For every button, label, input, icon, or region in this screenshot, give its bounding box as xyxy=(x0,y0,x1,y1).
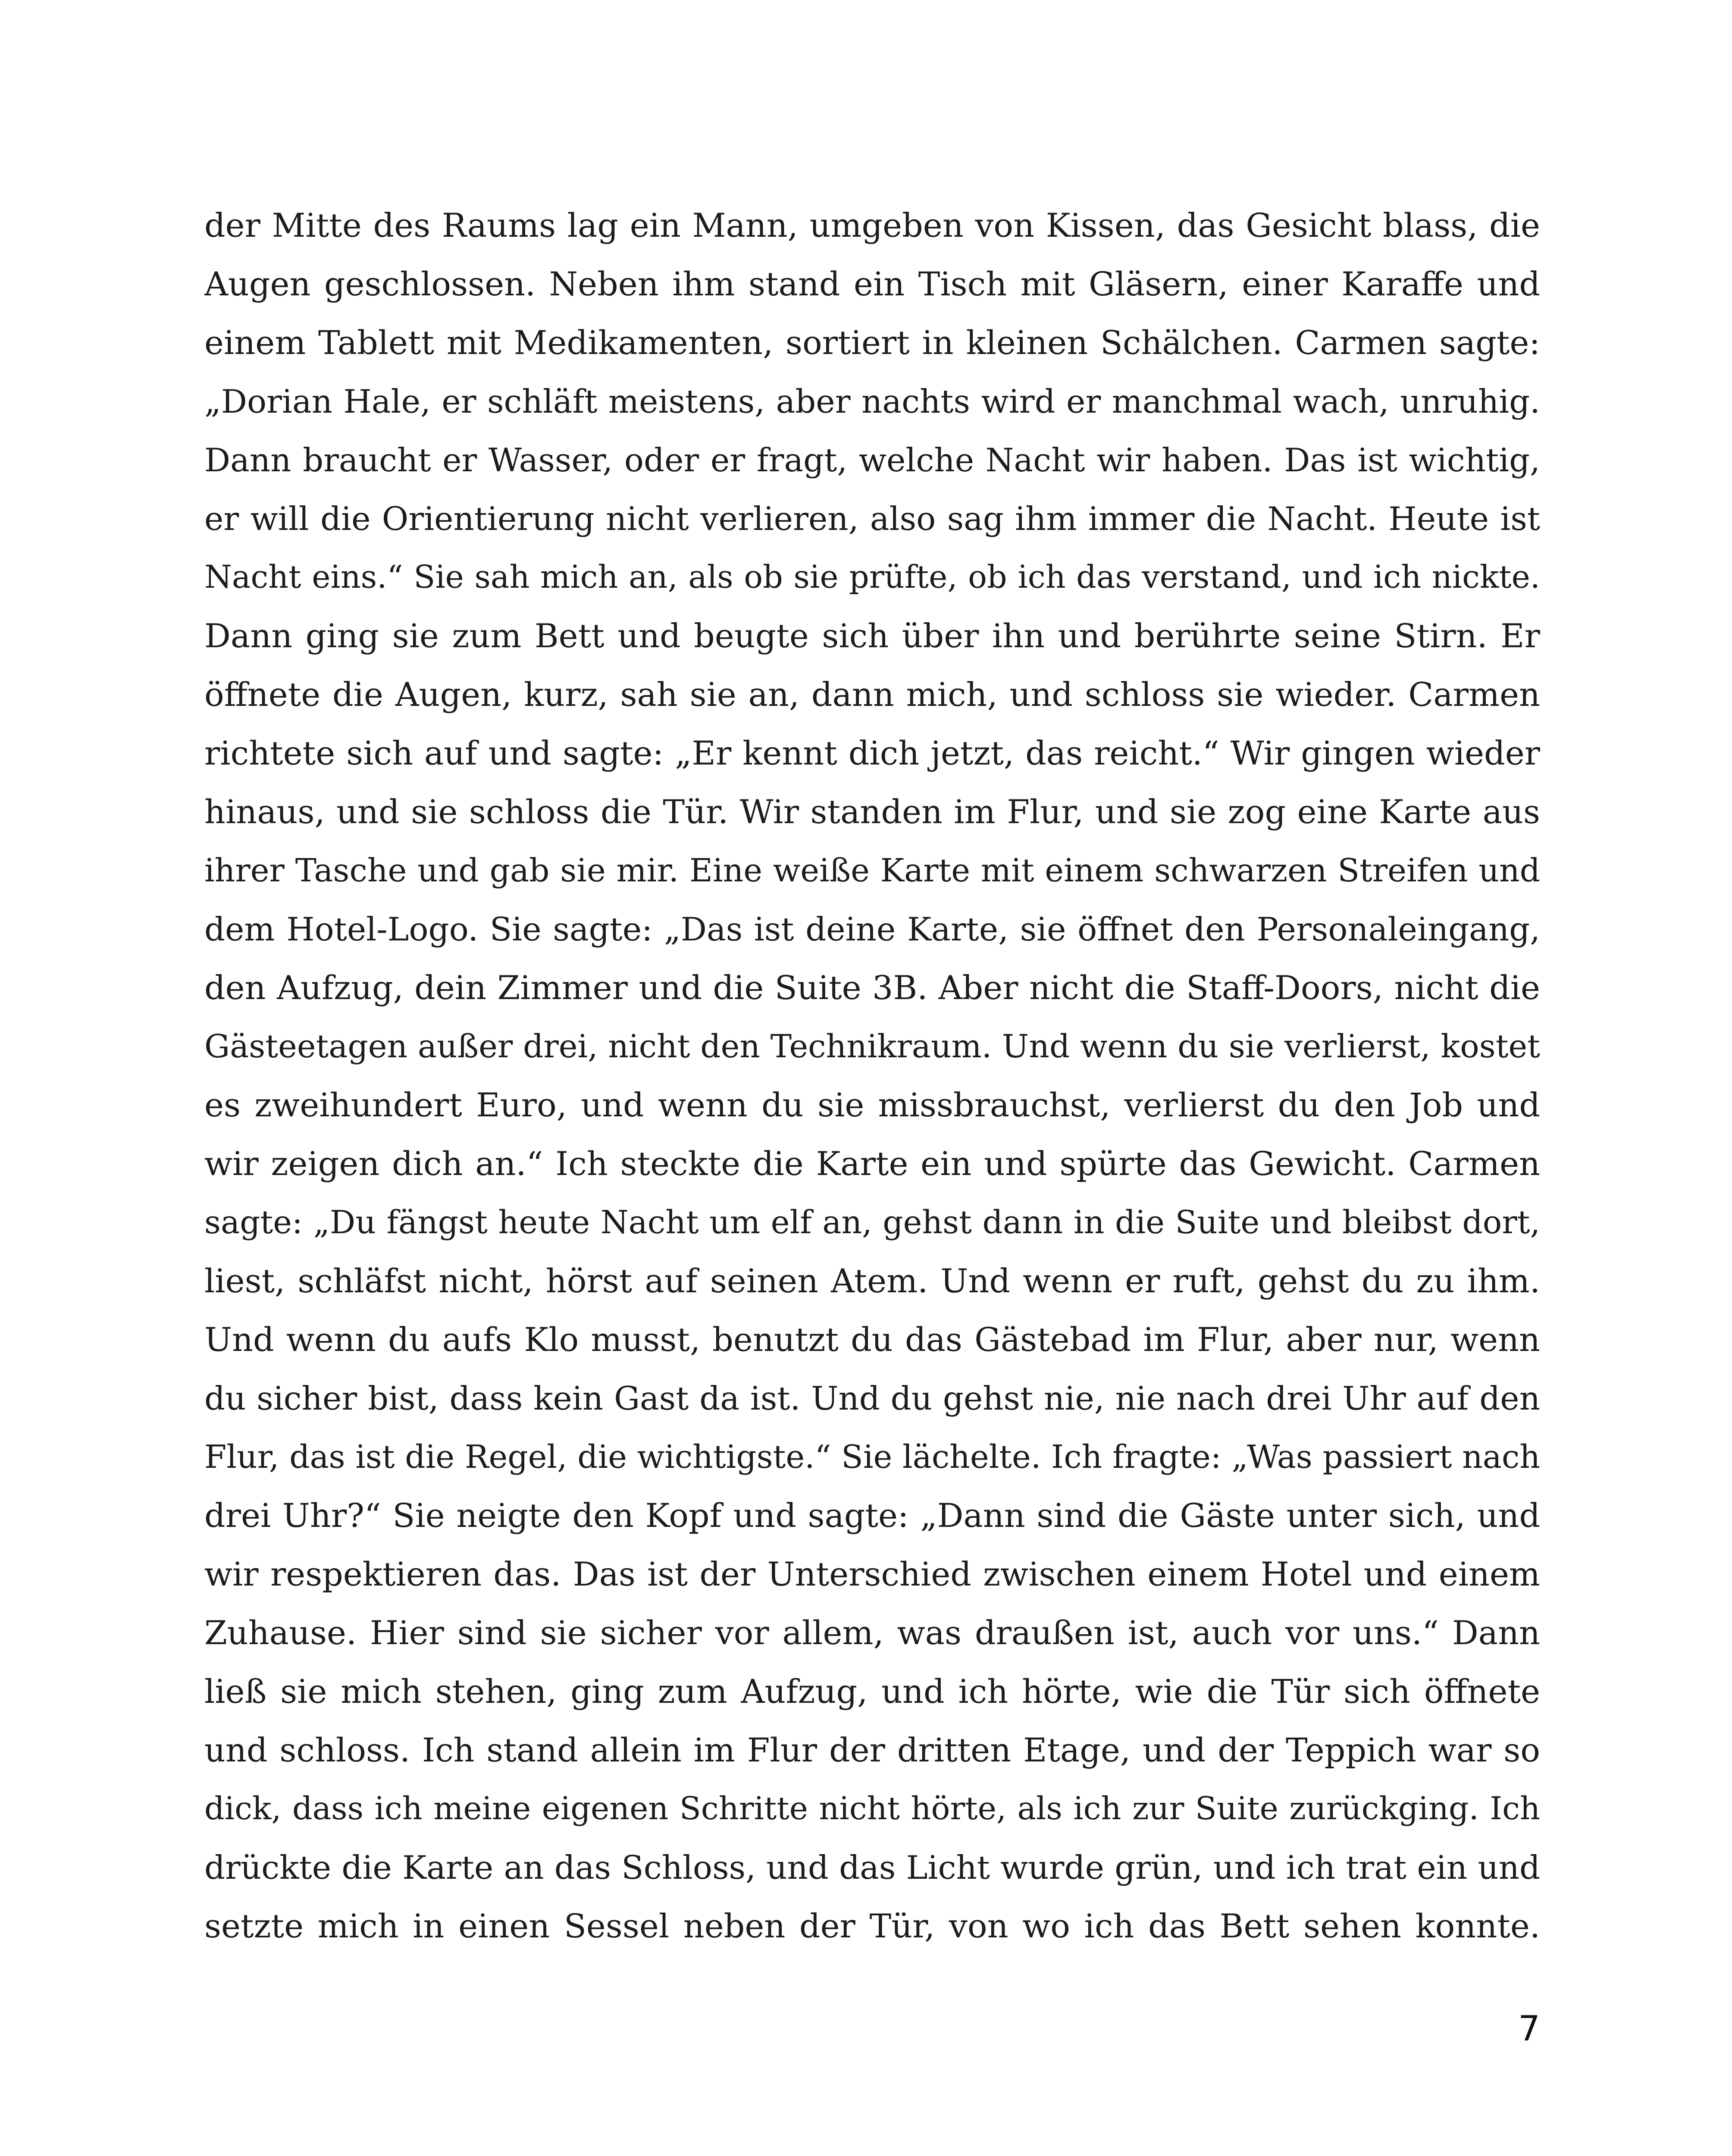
text-line: „Dorian Hale, er schläft meistens, aber nachts wird er manchmal wach, unruhig. xyxy=(204,382,1540,420)
text-line: Dann ging sie zum Bett und beugte sich über ihn und berührte seine Stirn. Er xyxy=(204,617,1540,655)
text-line: liest, schläfst nicht, hörst auf seinen Atem. Und wenn er ruft, gehst du zu ihm. xyxy=(204,1262,1540,1300)
text-line: Zuhause. Hier sind sie sicher vor allem, was draußen ist, auch vor uns.“ Dann xyxy=(204,1614,1540,1652)
text-line: setzte mich in einen Sessel neben der Tür, von wo ich das Bett sehen konnte. xyxy=(204,1907,1540,1945)
text-line: drei Uhr?“ Sie neigte den Kopf und sagte: „Dann sind die Gäste unter sich, und xyxy=(204,1496,1540,1535)
text-line: Nacht eins.“ Sie sah mich an, als ob sie prüfte, ob ich das verstand, und ich nickte. xyxy=(204,559,1540,595)
text-line: Und wenn du aufs Klo musst, benutzt du das Gästebad im Flur, aber nur, wenn xyxy=(204,1320,1540,1359)
text-line: es zweihundert Euro, und wenn du sie missbrauchst, verlierst du den Job und xyxy=(204,1086,1540,1124)
text-line: Gästeetagen außer drei, nicht den Technikraum. Und wenn du sie verlierst, kostet xyxy=(204,1028,1540,1065)
text-line: wir respektieren das. Das ist der Unterschied zwischen einem Hotel und einem xyxy=(204,1555,1540,1593)
text-line: Augen geschlossen. Neben ihm stand ein Tisch mit Gläsern, einer Karaffe und xyxy=(204,265,1540,303)
page-number: 7 xyxy=(1518,2009,1540,2049)
text-line: sagte: „Du fängst heute Nacht um elf an, gehst dann in die Suite und bleibst dort, xyxy=(204,1204,1540,1241)
body-text xyxy=(204,196,1540,1955)
text-line: öffnete die Augen, kurz, sah sie an, dann mich, und schloss sie wieder. Carmen xyxy=(204,675,1540,714)
text-line: ließ sie mich stehen, ging zum Aufzug, und ich hörte, wie die Tür sich öffnete xyxy=(204,1672,1540,1711)
text-line: Dann braucht er Wasser, oder er fragt, welche Nacht wir haben. Das ist wichtig, xyxy=(204,441,1540,479)
text-line: du sicher bist, dass kein Gast da ist. Und du gehst nie, nie nach drei Uhr auf den xyxy=(204,1379,1540,1417)
text-line: und schloss. Ich stand allein im Flur der dritten Etage, und der Teppich war so xyxy=(204,1731,1540,1769)
text-line: drückte die Karte an das Schloss, und das Licht wurde grün, und ich trat ein und xyxy=(204,1849,1540,1887)
text-line: Flur, das ist die Regel, die wichtigste.“ Sie lächelte. Ich fragte: „Was passiert nach xyxy=(204,1438,1540,1476)
text-line: dem Hotel-Logo. Sie sagte: „Das ist deine Karte, sie öffnet den Personaleingang, xyxy=(204,910,1540,948)
text-line: einem Tablett mit Medikamenten, sortiert in kleinen Schälchen. Carmen sagte: xyxy=(204,323,1540,362)
text-line: den Aufzug, dein Zimmer und die Suite 3B. Aber nicht die Staff-Doors, nicht die xyxy=(204,968,1540,1007)
text-line: wir zeigen dich an.“ Ich steckte die Karte ein und spürte das Gewicht. Carmen xyxy=(204,1144,1540,1183)
text-line: der Mitte des Raums lag ein Mann, umgeben von Kissen, das Gesicht blass, die xyxy=(204,206,1540,244)
text-line: dick, dass ich meine eigenen Schritte nicht hörte, als ich zur Suite zurückging. Ich xyxy=(204,1790,1540,1827)
text-line: er will die Orientierung nicht verlieren, also sag ihm immer die Nacht. Heute ist xyxy=(204,500,1540,538)
text-line: richtete sich auf und sagte: „Er kennt dich jetzt, das reicht.“ Wir gingen wieder xyxy=(204,734,1540,772)
text-line: hinaus, und sie schloss die Tür. Wir standen im Flur, und sie zog eine Karte aus xyxy=(204,793,1540,831)
text-line: ihrer Tasche und gab sie mir. Eine weiße Karte mit einem schwarzen Streifen und xyxy=(204,852,1540,889)
